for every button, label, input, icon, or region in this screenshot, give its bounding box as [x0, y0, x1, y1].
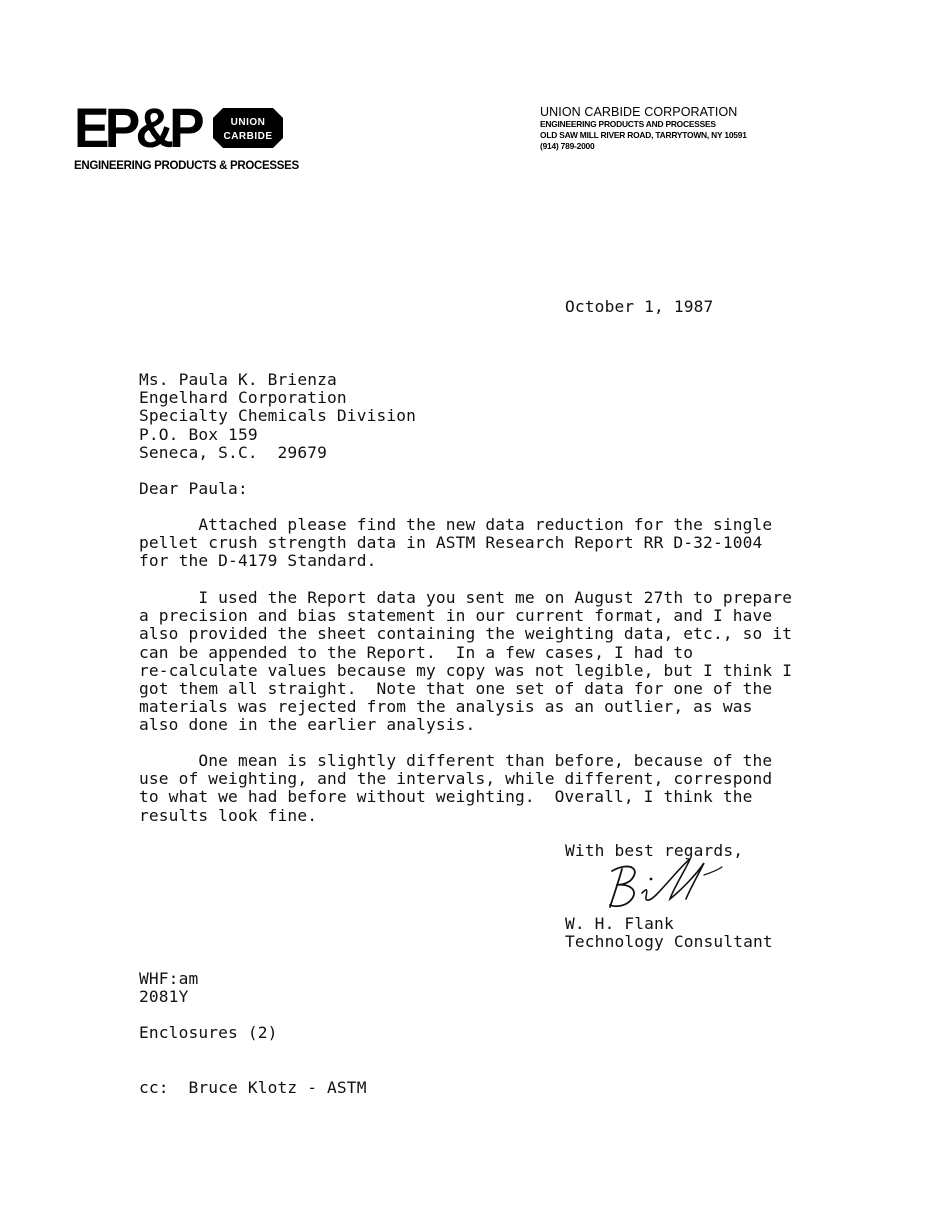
street-address: OLD SAW MILL RIVER ROAD, TARRYTOWN, NY 10591: [540, 130, 747, 140]
body-line: materials was rejected from the analysis as an outlier, as was: [139, 697, 753, 717]
body-line: also done in the earlier analysis.: [139, 715, 476, 735]
signer-name: W. H. Flank: [565, 914, 674, 933]
logo-text: EP&P: [74, 96, 200, 159]
salutation: Dear Paula:: [139, 479, 248, 498]
company-logo: [74, 96, 299, 172]
phone-number: (914) 789-2000: [540, 141, 595, 151]
paragraph-3: [139, 752, 772, 825]
body-line: use of weighting, and the intervals, while different, correspond: [139, 769, 773, 789]
body-line: One mean is slightly different than before, because of the: [139, 751, 773, 770]
recipient-line: Ms. Paula K. Brienza: [139, 370, 337, 389]
enclosures-note: Enclosures (2): [139, 1023, 278, 1042]
paragraph-1: [139, 516, 772, 571]
body-line: can be appended to the Report. In a few cases, I had to: [139, 642, 694, 662]
body-line: re-calculate values because my copy was not legible, but I think I: [139, 660, 793, 680]
body-line: for the D-4179 Standard.: [139, 551, 377, 571]
recipient-line: Engelhard Corporation: [139, 388, 347, 408]
recipient-address: [139, 371, 416, 462]
signer-title: Technology Consultant: [565, 932, 773, 952]
closing: With best regards,: [565, 841, 744, 860]
badge-line2: CARBIDE: [222, 131, 273, 142]
badge-line1: UNION: [230, 117, 265, 128]
reference-line: WHF:am: [139, 969, 199, 988]
letter-date: October 1, 1987: [565, 297, 714, 316]
body-line: got them all straight. Note that one set of data for one of the: [139, 679, 773, 699]
body-line: also provided the sheet containing the weighting data, etc., so it: [139, 624, 793, 644]
union-carbide-badge: [213, 108, 283, 148]
recipient-line: Specialty Chemicals Division: [139, 406, 417, 426]
company-name: UNION CARBIDE CORPORATION: [540, 105, 738, 119]
reference-initials: [139, 970, 198, 1006]
body-line: a precision and bias statement in our current format, and I have: [139, 606, 773, 626]
handwritten-signature: [600, 855, 730, 915]
recipient-line: Seneca, S.C. 29679: [139, 442, 328, 462]
cc-line: cc: Bruce Klotz - ASTM: [139, 1078, 367, 1097]
body-line: I used the Report data you sent me on August 27th to prepare: [139, 588, 793, 607]
body-line: Attached please find the new data reduction for the single: [139, 515, 773, 534]
logo-tagline: ENGINEERING PRODUCTS & PROCESSES: [74, 160, 299, 172]
letterhead-address: [540, 105, 747, 152]
reference-line: 2081Y: [139, 987, 189, 1007]
signer-block: [565, 915, 773, 951]
body-line: results look fine.: [139, 805, 318, 825]
division-name: ENGINEERING PRODUCTS AND PROCESSES: [540, 119, 716, 129]
body-line: to what we had before without weighting. Overall, I think the: [139, 787, 753, 807]
paragraph-2: [139, 589, 792, 735]
recipient-line: P.O. Box 159: [139, 424, 258, 444]
body-line: pellet crush strength data in ASTM Research Report RR D-32-1004: [139, 533, 763, 553]
